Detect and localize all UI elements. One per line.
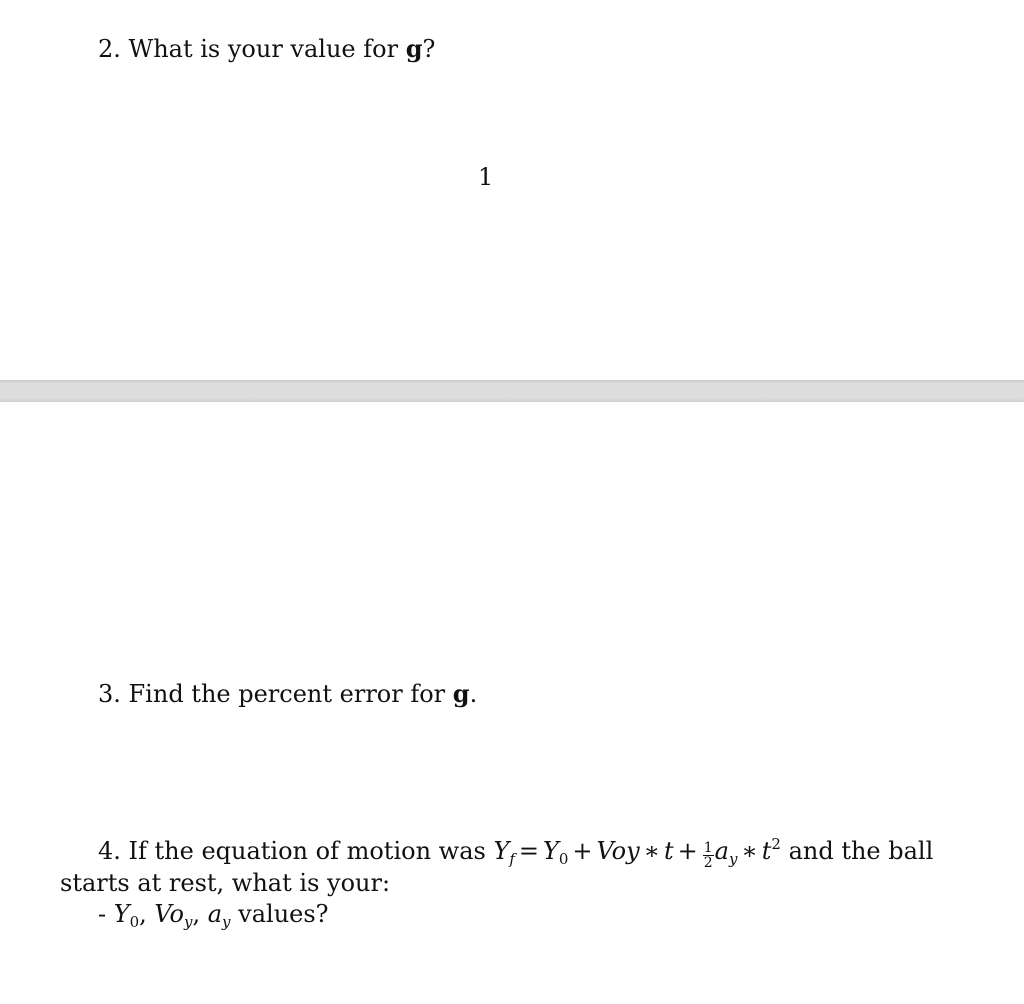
- question-3: [98, 679, 477, 709]
- equation-plus-1: +: [572, 837, 593, 865]
- line-3-suffix: values?: [230, 900, 329, 928]
- line-3-comma-1: ,: [139, 900, 155, 928]
- question-2-bold-g: g: [405, 34, 423, 63]
- question-3-end: .: [469, 680, 478, 708]
- equation-voy: Voy: [596, 837, 640, 865]
- question-4-line-1: [98, 836, 933, 870]
- equation-plus-2: +: [677, 837, 698, 865]
- document-page-1: [0, 0, 1024, 381]
- equation-t-squared: $t^2$: [761, 835, 781, 865]
- question-2-end: ?: [422, 35, 436, 63]
- line-3-ay: $a_y$: [207, 900, 231, 931]
- equation-yf: $Y_f$: [493, 837, 515, 868]
- question-3-bold-g: g: [452, 679, 470, 708]
- line-3-y0: $Y_0$: [113, 900, 140, 931]
- question-4-after-equation: and the ball: [780, 837, 934, 865]
- equation-t: t: [663, 837, 674, 865]
- line-3-prefix: -: [98, 900, 114, 928]
- page-number: 1: [478, 163, 494, 191]
- equation-ay: $a_y$: [714, 837, 738, 868]
- page-separator: [0, 380, 1024, 402]
- question-2: [98, 34, 435, 64]
- equation-fraction-half: $\frac{1}{2}$: [703, 840, 713, 871]
- question-4-line-3: [98, 899, 329, 929]
- equation-star-2: ∗: [741, 837, 758, 865]
- question-4-line-2: starts at rest, what is your:: [60, 869, 391, 897]
- question-4-intro: 4. If the equation of motion was: [98, 837, 494, 865]
- line-3-voy: $Vo_y$: [154, 900, 193, 931]
- question-2-text: 2. What is your value for: [98, 35, 406, 63]
- question-3-text: 3. Find the percent error for: [98, 680, 453, 708]
- line-3-comma-2: ,: [192, 900, 208, 928]
- equation-y0: $Y_0$: [542, 837, 569, 868]
- equation-equals: =: [518, 837, 539, 865]
- equation-star-1: ∗: [643, 837, 660, 865]
